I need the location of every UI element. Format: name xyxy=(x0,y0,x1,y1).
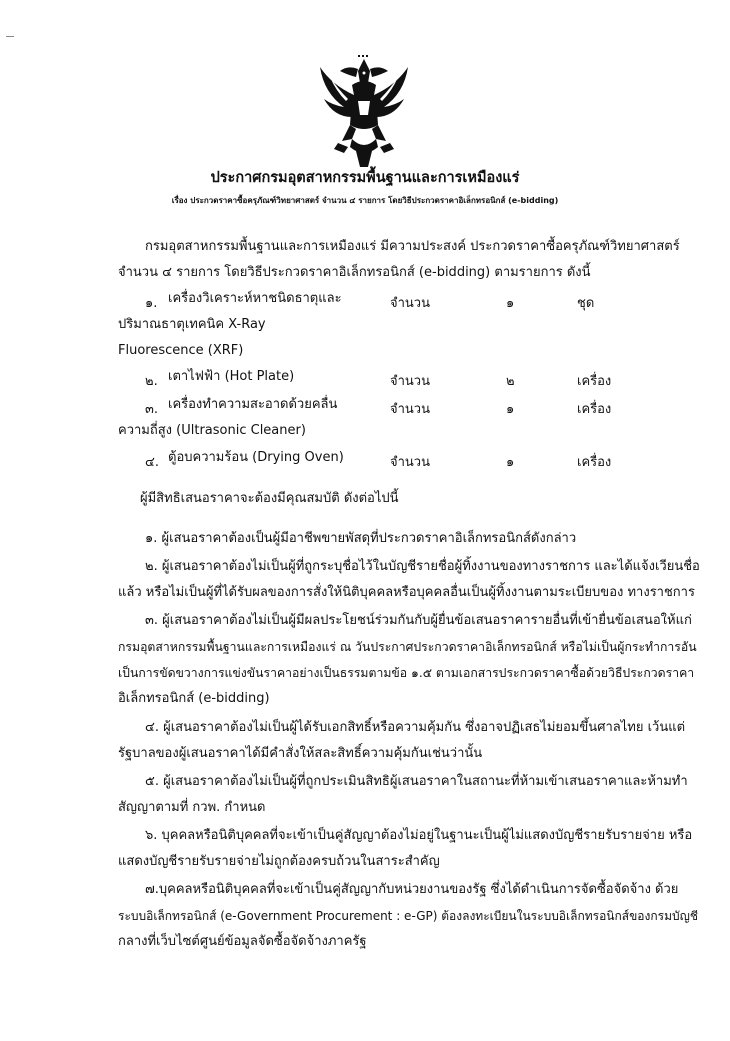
qualification-2-line-1: ๒. ผู้เสนอราคาต้องไม่เป็นผู้ที่ถูกระบุชื่อไว้ในบัญชีรายชื่อผู้ทิ้งงานของทางราชการ และได้แจ้งเวียนชื่อ xyxy=(145,559,700,574)
item-name: เตาไฟฟ้า (Hot Plate) xyxy=(168,369,295,384)
announcement-title: ประกาศกรมอุตสาหกรรมพื้นฐานและการเหมืองแร่ xyxy=(210,170,520,186)
announcement-subject: เรื่อง ประกวดราคาซื้อครุภัณฑ์วิทยาศาสตร์ จำนวน ๔ รายการ โดยวิธีประกวดราคาอิเล็กทรอนิกส์ (e-bidding) xyxy=(171,196,559,205)
intro-line-2: จำนวน ๔ รายการ โดยวิธีประกวดราคาอิเล็กทรอนิกส์ (e-bidding) ตามรายการ ดังนี้ xyxy=(118,265,591,280)
item-name: ตู้อบความร้อน (Drying Oven) xyxy=(168,450,344,465)
qualification-3-line-4: อิเล็กทรอนิกส์ (e-bidding) xyxy=(118,691,270,706)
qualification-5-line-2: สัญญาตามที่ กวพ. กำหนด xyxy=(118,800,266,815)
qualification-3-line-3: เป็นการขัดขวางการแข่งขันราคาอย่างเป็นธรรมตามข้อ ๑.๕ ตามเอกสารประกวดราคาซื้อด้วยวิธีประกวดราคา xyxy=(118,666,695,680)
intro-line-1: กรมอุตสาหกรรมพื้นฐานและการเหมืองแร่ มีความประสงค์ ประกวดราคาซื้อครุภัณฑ์วิทยาศาสตร์ xyxy=(145,239,680,254)
qualification-7-line-3: กลางที่เว็บไซต์ศูนย์ข้อมูลจัดซื้อจัดจ้างภาครัฐ xyxy=(118,934,367,949)
qualification-5-line-1: ๕. ผู้เสนอราคาต้องไม่เป็นผู้ที่ถูกประเมินสิทธิผู้เสนอราคาในสถานะที่ห้ามเข้าเสนอราคาและห้ามทำ xyxy=(145,774,688,789)
item-number: ๔. xyxy=(145,455,159,470)
item-unit: เครื่อง xyxy=(577,455,612,470)
item-number: ๑. xyxy=(145,296,158,311)
item-qty-label: จำนวน xyxy=(390,455,430,470)
item-name: Fluorescence (XRF) xyxy=(118,343,244,358)
qualification-3-line-1: ๓. ผู้เสนอราคาต้องไม่เป็นผู้มีผลประโยชน์ร่วมกันกับผู้ยื่นข้อเสนอราคารายอื่นที่เข้ายื่นข้อเสนอให้แก่ xyxy=(145,613,692,628)
item-number: ๒. xyxy=(145,374,158,389)
item-count: ๑ xyxy=(506,296,515,311)
qualification-4-line-1: ๔. ผู้เสนอราคาต้องไม่เป็นผู้ได้รับเอกสิทธิ์หรือความคุ้มกัน ซึ่งอาจปฏิเสธไม่ยอมขึ้นศาลไทย เว้นแต่ xyxy=(145,720,686,735)
item-qty-label: จำนวน xyxy=(390,296,430,311)
item-name: เครื่องวิเคราะห์หาชนิดธาตุและ xyxy=(168,291,342,306)
item-count: ๑ xyxy=(506,402,515,417)
qualification-1: ๑. ผู้เสนอราคาต้องเป็นผู้มีอาชีพขายพัสดุที่ประกวดราคาอิเล็กทรอนิกส์ดังกล่าว xyxy=(145,531,577,546)
qualification-4-line-2: รัฐบาลของผู้เสนอราคาได้มีคำสั่งให้สละสิทธิ์ความคุ้มกันเช่นว่านั้น xyxy=(118,746,483,761)
qualification-7-line-1: ๗.บุคคลหรือนิติบุคคลที่จะเข้าเป็นคู่สัญญากับหน่วยงานของรัฐ ซึ่งได้ดำเนินการจัดซื้อจัดจ้าง ด้วย xyxy=(145,882,679,897)
item-name: ปริมาณธาตุเทคนิค X-Ray xyxy=(118,317,266,332)
item-qty-label: จำนวน xyxy=(390,402,430,417)
item-count: ๒ xyxy=(506,374,515,389)
qualification-3-line-2: กรมอุตสาหกรรมพื้นฐานและการเหมืองแร่ ณ วันประกาศประกวดราคาอิเล็กทรอนิกส์ หรือไม่เป็นผู้กระทำการอัน xyxy=(118,640,697,654)
qualification-2-line-2: แล้ว หรือไม่เป็นผู้ที่ได้รับผลของการสั่งให้นิติบุคคลหรือบุคคลอื่นเป็นผู้ทิ้งงานตามระเบียบของ ทางราชการ xyxy=(118,585,695,600)
item-number: ๓. xyxy=(145,402,159,417)
qualification-7-line-2: ระบบอิเล็กทรอนิกส์ (e-Government Procurement : e-GP) ต้องลงทะเบียนในระบบอิเล็กทรอนิกส์ของกรมบัญชี xyxy=(118,909,698,923)
item-qty-label: จำนวน xyxy=(390,374,430,389)
item-unit: เครื่อง xyxy=(577,402,612,417)
qualification-6-line-2: แสดงบัญชีรายรับรายจ่ายไม่ถูกต้องครบถ้วนในสาระสำคัญ xyxy=(118,854,440,869)
item-count: ๑ xyxy=(506,455,515,470)
item-unit: ชุด xyxy=(577,296,595,311)
qualifications-heading: ผู้มีสิทธิเสนอราคาจะต้องมีคุณสมบัติ ดังต่อไปนี้ xyxy=(140,491,399,506)
qualification-6-line-1: ๖. บุคคลหรือนิติบุคคลที่จะเข้าเป็นคู่สัญญาต้องไม่อยู่ในฐานะเป็นผู้ไม่แสดงบัญชีรายรับรายจ่าย หรือ xyxy=(145,828,693,843)
margin-mark xyxy=(6,36,14,41)
item-name: ความถี่สูง (Ultrasonic Cleaner) xyxy=(118,423,306,438)
garuda-emblem xyxy=(318,55,410,167)
item-unit: เครื่อง xyxy=(577,374,612,389)
item-name: เครื่องทำความสะอาดด้วยคลื่น xyxy=(168,397,338,412)
